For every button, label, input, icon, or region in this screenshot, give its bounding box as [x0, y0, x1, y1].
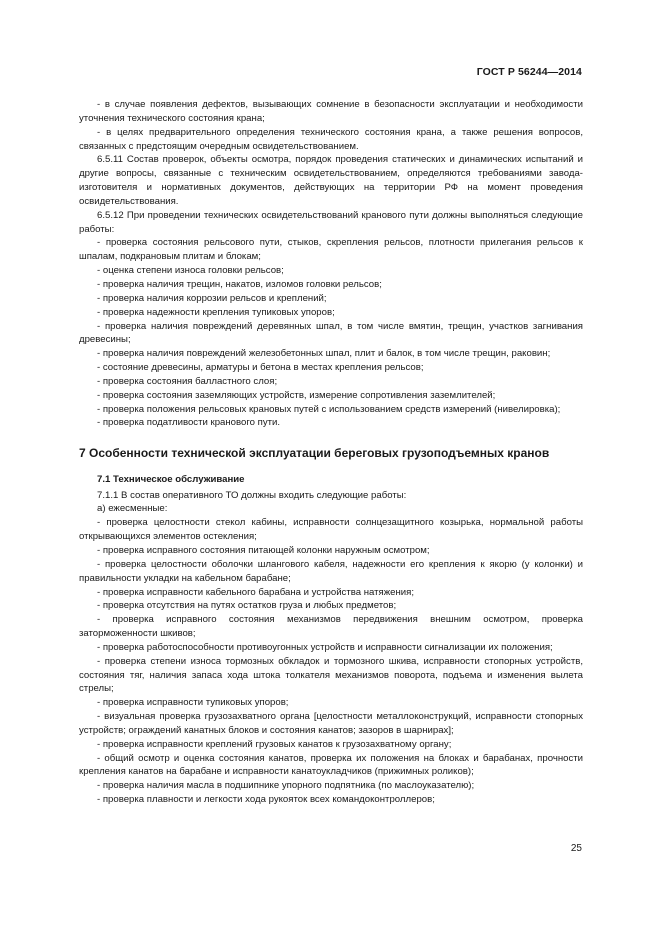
- paragraph: - проверка целостности оболочки шлангового кабеля, надежности его крепления к якорю (у колонки) и правильности укладки на кабельном барабане;: [79, 558, 583, 584]
- paragraph: - проверка положения рельсовых крановых путей с использованием средств измерений (нивелировка);: [97, 403, 561, 415]
- paragraph: - проверка исправности тупиковых упоров;: [97, 697, 289, 709]
- paragraph: - проверка исправного состояния механизмов передвижения внешним осмотром, проверка заторможенности шкивов;: [79, 614, 583, 640]
- paragraph: - проверка исправности кабельного барабана и устройства натяжения;: [97, 586, 415, 598]
- subsection-title: 7.1 Техническое обслуживание: [97, 473, 245, 485]
- page-number: 25: [570, 843, 582, 854]
- paragraph: - проверка работоспособности противоугонных устройств и исправности сигнализации их положения;: [97, 641, 553, 653]
- paragraph: - проверка податливости кранового пути.: [97, 417, 281, 429]
- paragraph: - проверка наличия трещин, накатов, изломов головки рельсов;: [97, 278, 382, 290]
- paragraph: 6.5.11 Состав проверок, объекты осмотра, порядок проведения статических и динамических испытаний и другие вопросы, связанные с техническим освидетельствованием, определяются требованиями завода-изготовителя и нормативных документов, действующих на территории РФ на момент проведения освидетельствования.: [79, 154, 583, 207]
- paragraph: - визуальная проверка грузозахватного органа [целостности металлоконструкций, исправности стопорных устройств; ограждений канатных блоков и состояния канатов; зазоров в шарнирах];: [79, 711, 583, 736]
- paragraph: - проверка наличия масла в подшипнике упорного подпятника (по маслоуказателю);: [97, 780, 475, 792]
- paragraph: - состояние древесины, арматуры и бетона в местах крепления рельсов;: [97, 362, 424, 374]
- paragraph: 6.5.12 При проведении технических освидетельствований кранового пути должны выполняться следующие работы:: [79, 209, 583, 235]
- paragraph: - проверка наличия повреждений деревянных шпал, в том числе вмятин, трещин, участков загнивания древесины;: [79, 320, 583, 346]
- inspection-list: [79, 98, 583, 430]
- paragraph: - проверка состояния балластного слоя;: [97, 375, 278, 387]
- paragraph: - проверка степени износа тормозных обкладок и тормозного шкива, исправности стопорных устройств, состояния тяг, наличия запаса хода штока толкателя механизмов поворота, подъема и изменения вылета стрелы;: [79, 655, 583, 695]
- paragraph: - проверка состояния рельсового пути, стыков, скрепления рельсов, плотности прилегания рельсов к шпалам, подкрановым плитам и блокам;: [79, 237, 583, 263]
- maintenance-list: [79, 489, 583, 807]
- paragraph: - проверка исправного состояния питающей колонки наружным осмотром;: [97, 544, 430, 556]
- paragraph: - проверка исправности креплений грузовых канатов к грузозахватному органу;: [97, 738, 452, 750]
- paragraph: - проверка состояния заземляющих устройств, измерение сопротивления заземлителей;: [97, 389, 496, 401]
- paragraph: - проверка целостности стекол кабины, исправности солнцезащитного козырька, нормальной работы открывающихся элементов остекления;: [79, 517, 583, 543]
- page-content: [79, 98, 583, 807]
- paragraph: - проверка наличия повреждений железобетонных шпал, плит и балок, в том числе трещин, раковин;: [97, 348, 551, 360]
- paragraph: - проверка плавности и легкости хода рукояток всех командоконтроллеров;: [97, 794, 435, 806]
- document-id: ГОСТ Р 56244—2014: [476, 66, 582, 78]
- paragraph: - общий осмотр и оценка состояния канатов, проверка их положения на блоках и барабанах, прочности крепления канатов на барабане и исправности канатоукладчиков (прижимных роликов);: [79, 752, 583, 778]
- paragraph: - оценка степени износа головки рельсов;: [97, 265, 284, 277]
- paragraph: - в целях предварительного определения технического состояния крана, а также решения вопросов, связанных с предстоящим очередным освидетельствованием.: [79, 126, 583, 152]
- paragraph: - проверка отсутствия на путях остатков груза и любых предметов;: [97, 600, 397, 612]
- paragraph: а) ежесменные:: [97, 503, 168, 515]
- paragraph: 7.1.1 В состав оперативного ТО должны входить следующие работы:: [97, 489, 407, 501]
- paragraph: - проверка надежности крепления тупиковых упоров;: [97, 306, 335, 318]
- section-title: 7 Особенности технической эксплуатации береговых грузоподъемных кранов: [79, 446, 550, 461]
- paragraph: - в случае появления дефектов, вызывающих сомнение в безопасности эксплуатации и необходимости уточнения технического состояния крана;: [79, 99, 583, 124]
- paragraph: - проверка наличия коррозии рельсов и креплений;: [97, 292, 327, 304]
